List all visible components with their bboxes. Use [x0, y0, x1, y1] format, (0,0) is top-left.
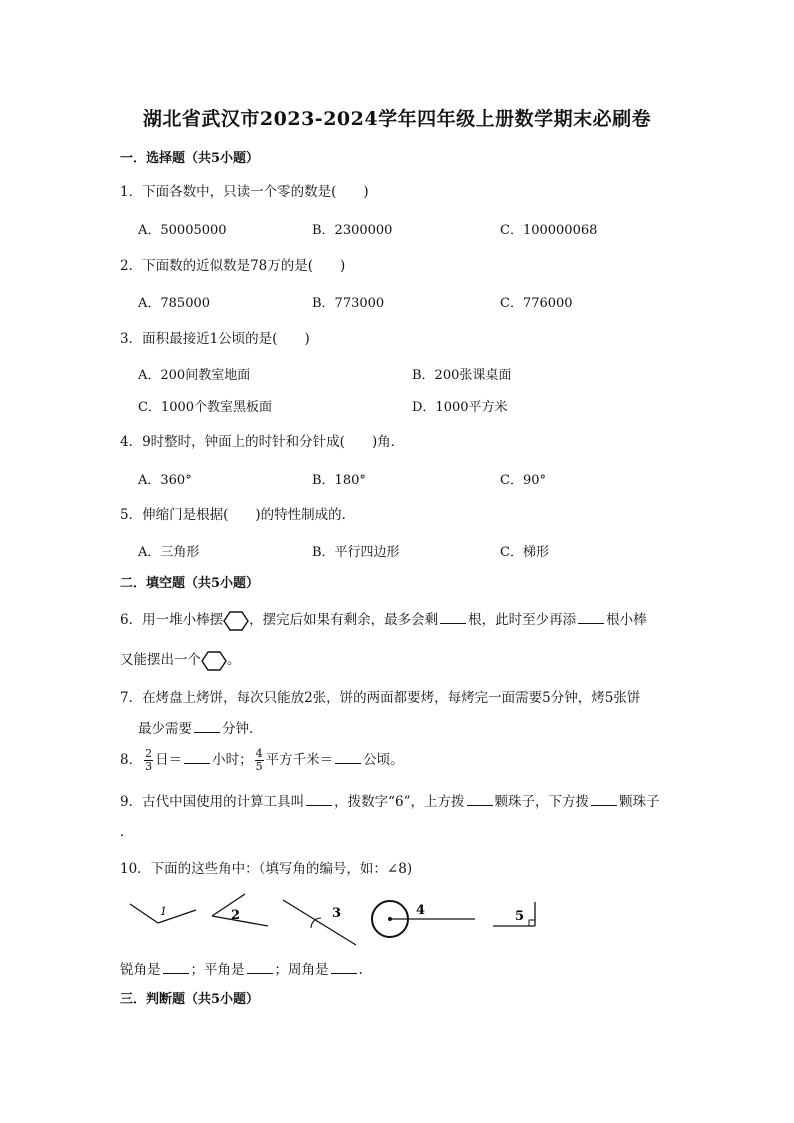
q6-text-1: 6．用一堆小棒摆: [120, 612, 224, 628]
q8-fraction-1-denominator: 3: [145, 760, 153, 773]
question-10: 10．下面的这些角中：（填写角的编号，如：∠8): [120, 861, 413, 877]
q8-text-2: 日＝: [155, 752, 183, 768]
q10-text-1: 锐角是: [120, 962, 161, 978]
q1-option-c: C．100000068: [500, 223, 598, 238]
question-9: [120, 790, 660, 810]
q9-blank-2[interactable]: [467, 793, 493, 806]
hexagon-icon: [223, 611, 249, 631]
q6-text-6: 。: [227, 652, 241, 668]
question-1: 1．下面各数中，只读一个零的数是( ): [120, 184, 369, 200]
q8-fraction-1-numerator: 2: [145, 747, 153, 760]
question-7-line-2: [138, 717, 263, 737]
q8-text-1: 8．: [120, 752, 143, 768]
q10-text-4: .: [358, 962, 363, 978]
q8-text-5: 公顷。: [363, 752, 404, 768]
q2-option-b: B．773000: [312, 296, 385, 311]
q9-text-3: 颗珠子，下方拨: [494, 794, 589, 810]
angle-4-label: 4: [416, 903, 426, 918]
section-heading-judge: 三．判断题（共5小题）: [120, 992, 260, 1007]
q6-blank-2[interactable]: [578, 611, 604, 624]
q8-fraction-2: [255, 748, 264, 773]
angle-5-figure: [493, 902, 535, 926]
q2-option-a: A．785000: [138, 296, 211, 311]
q4-option-b: B．180°: [312, 473, 366, 488]
q1-option-a: A．50005000: [138, 223, 227, 238]
question-4: 4．9时整时，钟面上的时针和分针成( )角．: [120, 434, 405, 450]
angle-5-label: 5: [515, 909, 525, 924]
q10-blank-2[interactable]: [247, 961, 273, 974]
q6-text-2: ，摆完后如果有剩余，最多会剩: [249, 612, 439, 628]
q10-blank-3[interactable]: [331, 961, 357, 974]
angle-3-figure: [283, 900, 356, 945]
question-7-line-1: 7．在烤盘上烤饼，每次只能放2张，饼的两面都要烤，每烤完一面需要5分钟，烤5张饼: [120, 690, 641, 706]
q7-text-2: 分钟．: [222, 721, 263, 737]
q6-text-3: 根，此时至少再添: [468, 612, 577, 628]
question-6-line-2: [120, 648, 241, 671]
q8-blank-1[interactable]: [184, 751, 210, 764]
question-3: 3．面积最接近1公顷的是( ): [120, 331, 310, 347]
q4-option-a: A．360°: [138, 473, 192, 488]
q3-option-d: D．1000平方米: [412, 400, 508, 415]
q6-text-5: 又能摆出一个: [120, 652, 201, 668]
angle-1-figure: [130, 904, 196, 923]
angle-2-label: 2: [231, 908, 241, 923]
angle-1-label: 1: [160, 905, 167, 918]
q3-option-a: A．200间教室地面: [138, 368, 251, 383]
q8-fraction-1: [144, 748, 153, 773]
hexagon-icon: [201, 651, 227, 671]
q6-text-4: 根小棒: [606, 612, 647, 628]
q7-text-1: 最少需要: [138, 721, 192, 737]
section-heading-choice: 一．选择题（共5小题）: [120, 151, 260, 166]
q8-fraction-2-numerator: 4: [255, 747, 263, 760]
question-2: 2．下面数的近似数是78万的是( ): [120, 258, 346, 274]
question-10-answers: [120, 958, 363, 978]
q9-text-2: ，拨数字“6”，上方拨: [334, 794, 465, 810]
q7-blank[interactable]: [194, 720, 220, 733]
page-title: 湖北省武汉市2023-2024学年四年级上册数学期末必刷卷: [142, 108, 652, 130]
section-heading-fill: 二．填空题（共5小题）: [120, 576, 260, 591]
q6-blank-1[interactable]: [440, 611, 466, 624]
q8-fraction-2-denominator: 5: [255, 760, 263, 773]
q9-text-4: 颗珠子: [619, 794, 660, 810]
angle-3-label: 3: [332, 906, 342, 921]
q8-blank-2[interactable]: [335, 751, 361, 764]
q4-option-c: C．90°: [500, 473, 546, 488]
q3-option-b: B．200张课桌面: [412, 368, 512, 383]
q3-option-c: C．1000个教室黑板面: [138, 400, 273, 415]
q5-option-b: B．平行四边形: [312, 545, 400, 560]
q2-option-c: C．776000: [500, 296, 573, 311]
q9-blank-1[interactable]: [306, 793, 332, 806]
q10-text-2: ；平角是: [190, 962, 245, 978]
angle-4-figure: [372, 901, 475, 937]
question-9-end: ．: [120, 824, 134, 840]
angle-2-figure: [212, 894, 268, 926]
question-8: [120, 748, 404, 773]
angle-figures: [120, 890, 560, 950]
question-6-line-1: [120, 608, 647, 631]
q5-option-a: A．三角形: [138, 545, 200, 560]
question-5: 5．伸缩门是根据( )的特性制成的．: [120, 507, 356, 523]
q1-option-b: B．2300000: [312, 223, 393, 238]
q9-blank-3[interactable]: [591, 793, 617, 806]
q10-text-3: ；周角是: [274, 962, 329, 978]
q8-text-4: 平方千米＝: [265, 752, 334, 768]
q5-option-c: C．梯形: [500, 545, 549, 560]
q8-text-3: 小时；: [212, 752, 253, 768]
q9-text-1: 9．古代中国使用的计算工具叫: [120, 794, 305, 810]
q10-blank-1[interactable]: [163, 961, 189, 974]
